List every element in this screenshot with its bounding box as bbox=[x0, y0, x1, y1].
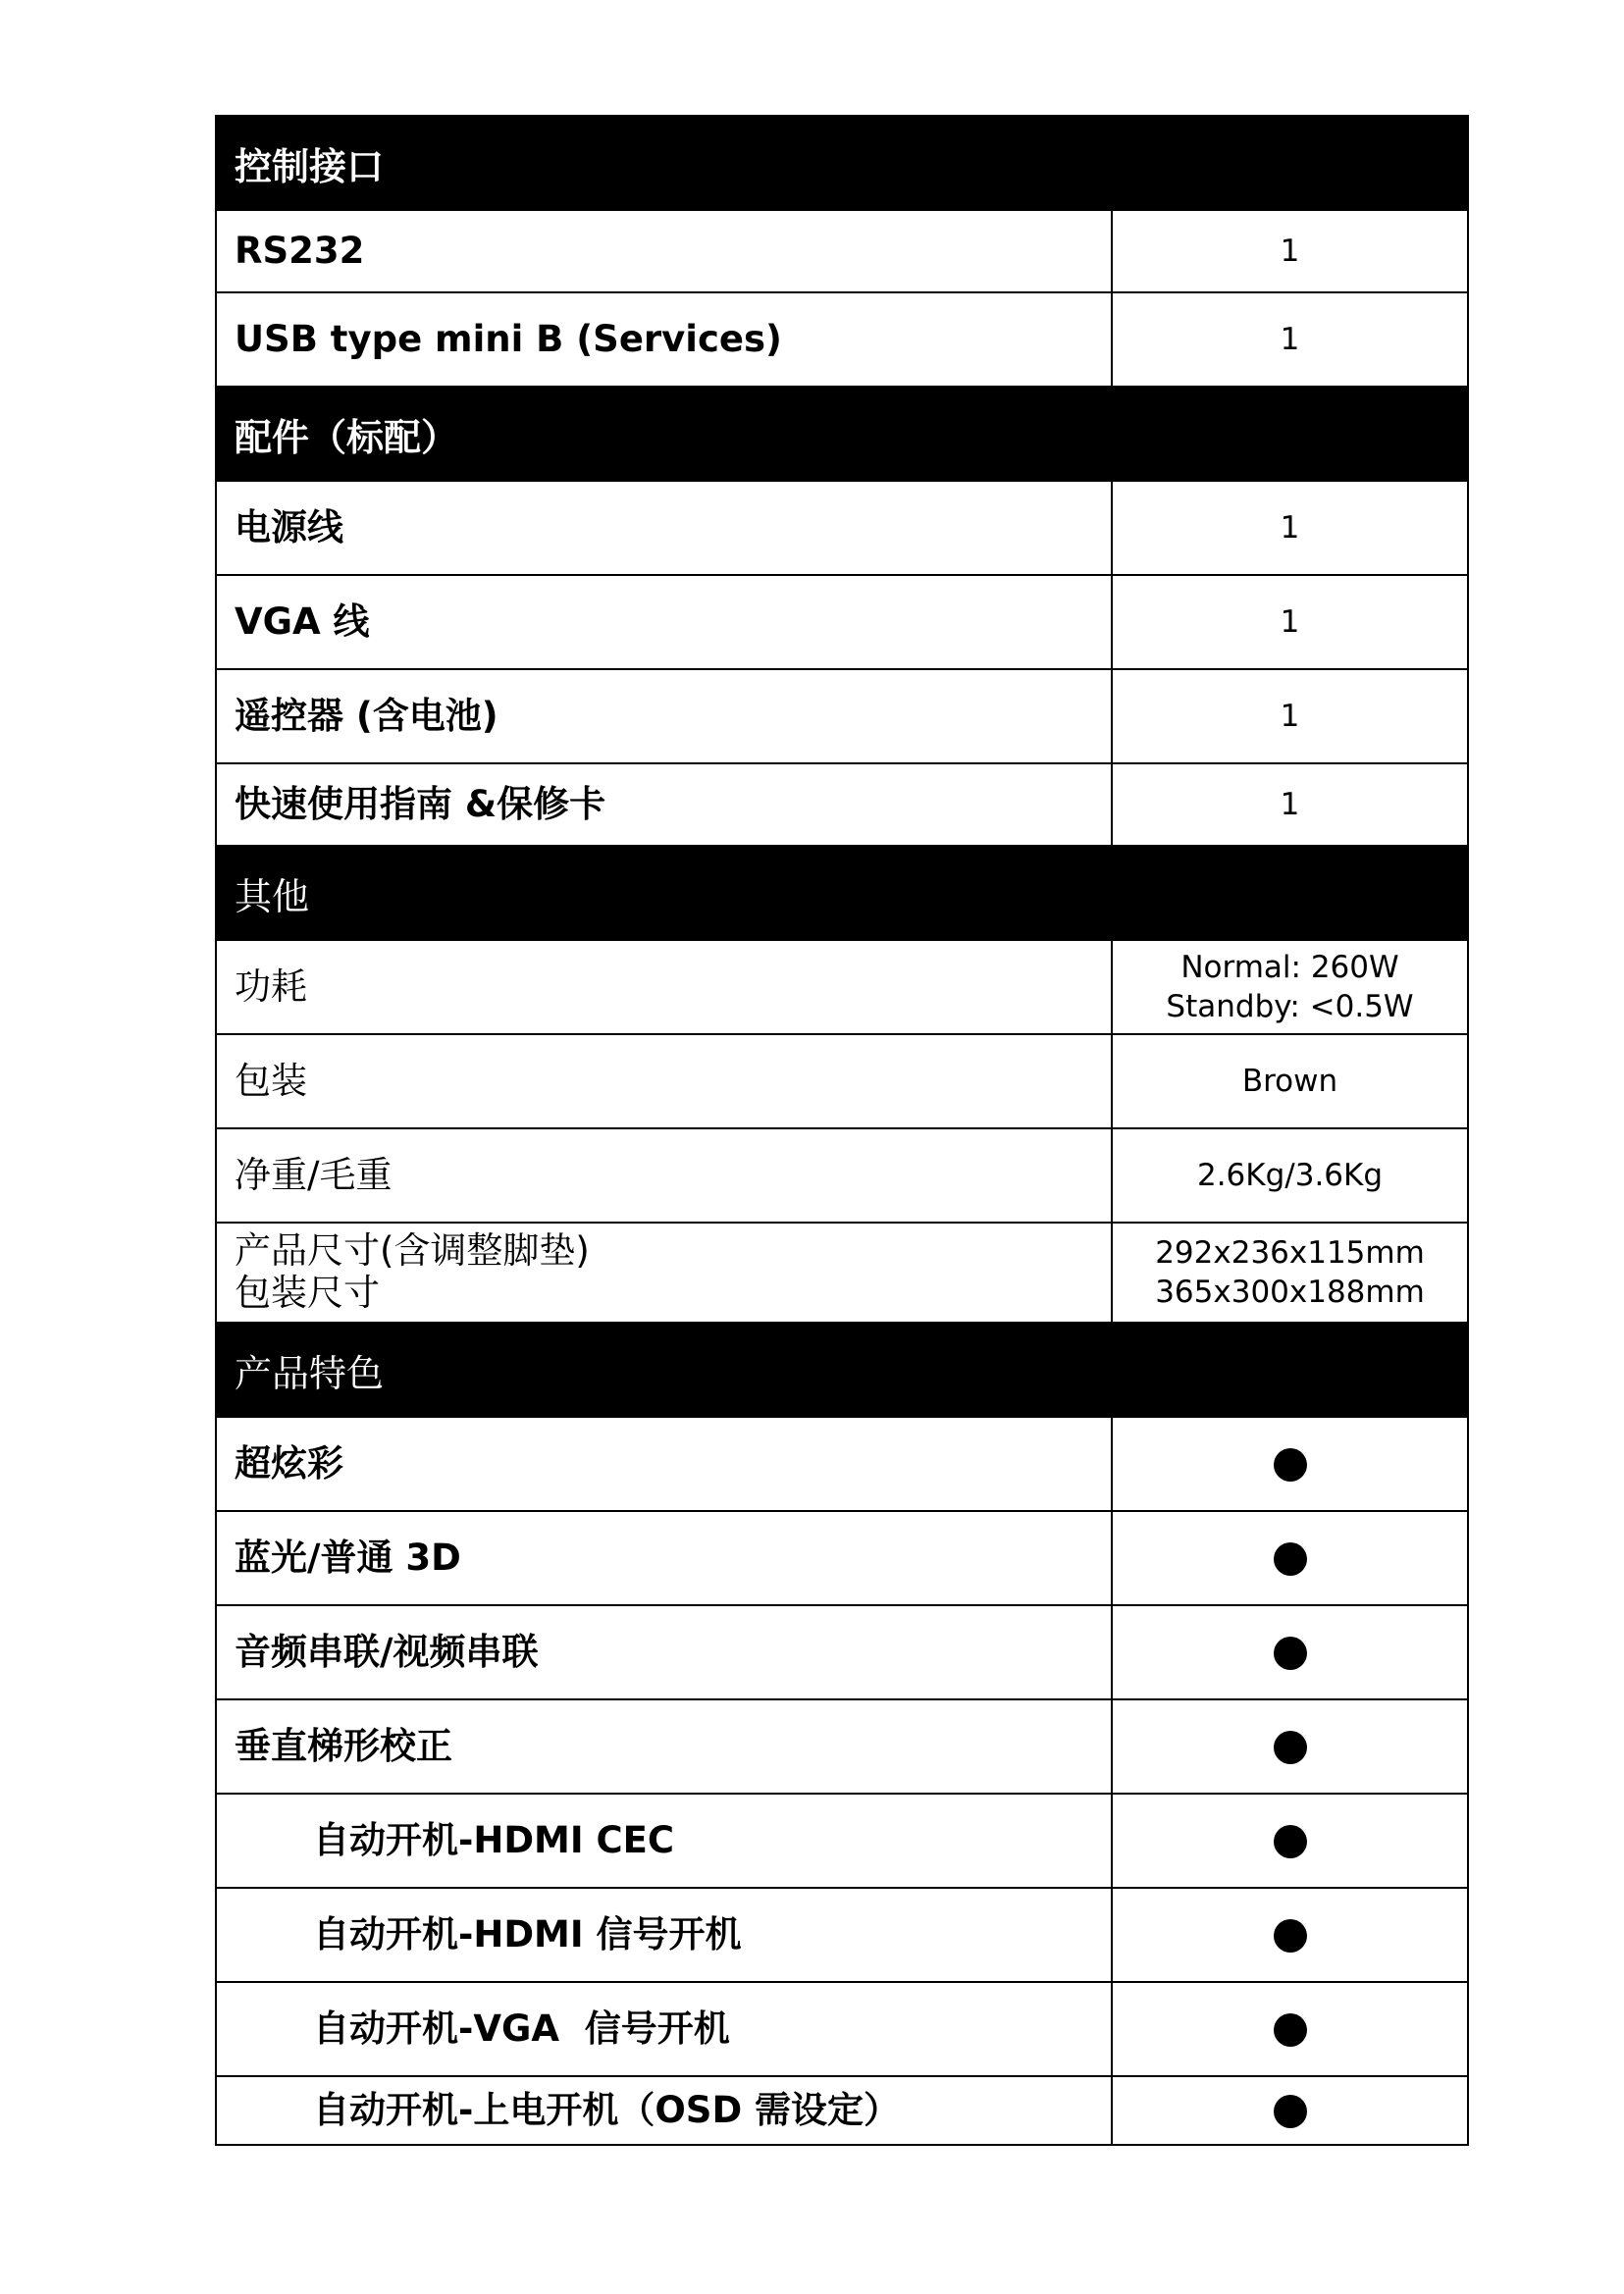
row-value bbox=[1112, 1888, 1468, 1982]
row-label: USB type mini B (Services) bbox=[216, 292, 1112, 387]
package-size-value: 365x300x188mm bbox=[1155, 1275, 1425, 1310]
row-value bbox=[1112, 1982, 1468, 2076]
row-label: 自动开机-HDMI 信号开机 bbox=[216, 1888, 1112, 1982]
table-row bbox=[216, 210, 1468, 292]
row-value bbox=[1112, 1699, 1468, 1794]
row-value: 1 bbox=[1112, 292, 1468, 387]
table-row bbox=[216, 575, 1468, 669]
table-row bbox=[216, 292, 1468, 387]
row-value bbox=[1112, 2076, 1468, 2145]
row-value: 1 bbox=[1112, 763, 1468, 846]
table-row bbox=[216, 1511, 1468, 1605]
row-value: 1 bbox=[1112, 575, 1468, 669]
table-row bbox=[216, 481, 1468, 575]
row-value bbox=[1112, 1223, 1468, 1323]
power-normal-value: Normal: 260W bbox=[1180, 949, 1399, 985]
section-header-accessories bbox=[216, 387, 1468, 481]
table-row bbox=[216, 2076, 1468, 2145]
row-label: 音频串联/视频串联 bbox=[216, 1605, 1112, 1699]
row-value: 2.6Kg/3.6Kg bbox=[1112, 1128, 1468, 1223]
filled-dot-icon bbox=[1274, 1731, 1307, 1764]
section-title: 配件（标配） bbox=[216, 387, 1468, 481]
table-row-dimensions bbox=[216, 1223, 1468, 1323]
row-label: 遥控器 (含电池) bbox=[216, 669, 1112, 763]
table-row bbox=[216, 1605, 1468, 1699]
table-row-weight bbox=[216, 1128, 1468, 1223]
row-value bbox=[1112, 1417, 1468, 1511]
section-title: 其他 bbox=[216, 846, 1468, 940]
product-size-value: 292x236x115mm bbox=[1155, 1234, 1425, 1271]
filled-dot-icon bbox=[1274, 1825, 1307, 1858]
row-label: 自动开机-HDMI CEC bbox=[216, 1794, 1112, 1888]
row-label: 净重/毛重 bbox=[216, 1128, 1112, 1223]
table-row bbox=[216, 1982, 1468, 2076]
row-value: Brown bbox=[1112, 1034, 1468, 1128]
section-header-control bbox=[216, 116, 1468, 210]
table-row bbox=[216, 1794, 1468, 1888]
row-label: RS232 bbox=[216, 210, 1112, 292]
row-value bbox=[1112, 940, 1468, 1034]
table-row bbox=[216, 1888, 1468, 1982]
row-label: 自动开机-VGA 信号开机 bbox=[216, 1982, 1112, 2076]
row-label: 功耗 bbox=[216, 940, 1112, 1034]
row-value bbox=[1112, 1605, 1468, 1699]
product-size-label: 产品尺寸(含调整脚垫) bbox=[235, 1229, 590, 1273]
row-label: VGA 线 bbox=[216, 575, 1112, 669]
package-size-label: 包装尺寸 bbox=[235, 1272, 380, 1314]
table-row bbox=[216, 1699, 1468, 1794]
row-value: 1 bbox=[1112, 481, 1468, 575]
table-row bbox=[216, 669, 1468, 763]
filled-dot-icon bbox=[1274, 2095, 1307, 2128]
table-row bbox=[216, 763, 1468, 846]
section-header-features bbox=[216, 1323, 1468, 1417]
row-label: 自动开机-上电开机（OSD 需设定） bbox=[216, 2076, 1112, 2145]
row-value bbox=[1112, 1794, 1468, 1888]
row-label: 垂直梯形校正 bbox=[216, 1699, 1112, 1794]
table-row-packaging bbox=[216, 1034, 1468, 1128]
filled-dot-icon bbox=[1274, 1448, 1307, 1482]
section-title: 控制接口 bbox=[216, 116, 1468, 210]
section-header-other bbox=[216, 846, 1468, 940]
filled-dot-icon bbox=[1274, 1637, 1307, 1670]
row-label bbox=[216, 1223, 1112, 1323]
power-standby-value: Standby: <0.5W bbox=[1166, 989, 1414, 1024]
section-title: 产品特色 bbox=[216, 1323, 1468, 1417]
row-value bbox=[1112, 1511, 1468, 1605]
spec-table bbox=[215, 115, 1469, 2146]
table-row bbox=[216, 1417, 1468, 1511]
row-value: 1 bbox=[1112, 669, 1468, 763]
filled-dot-icon bbox=[1274, 1919, 1307, 1953]
row-label: 电源线 bbox=[216, 481, 1112, 575]
row-label: 快速使用指南 &保修卡 bbox=[216, 763, 1112, 846]
filled-dot-icon bbox=[1274, 1542, 1307, 1576]
filled-dot-icon bbox=[1274, 2013, 1307, 2047]
row-value: 1 bbox=[1112, 210, 1468, 292]
row-label: 包装 bbox=[216, 1034, 1112, 1128]
row-label: 蓝光/普通 3D bbox=[216, 1511, 1112, 1605]
row-label: 超炫彩 bbox=[216, 1417, 1112, 1511]
table-row-power bbox=[216, 940, 1468, 1034]
